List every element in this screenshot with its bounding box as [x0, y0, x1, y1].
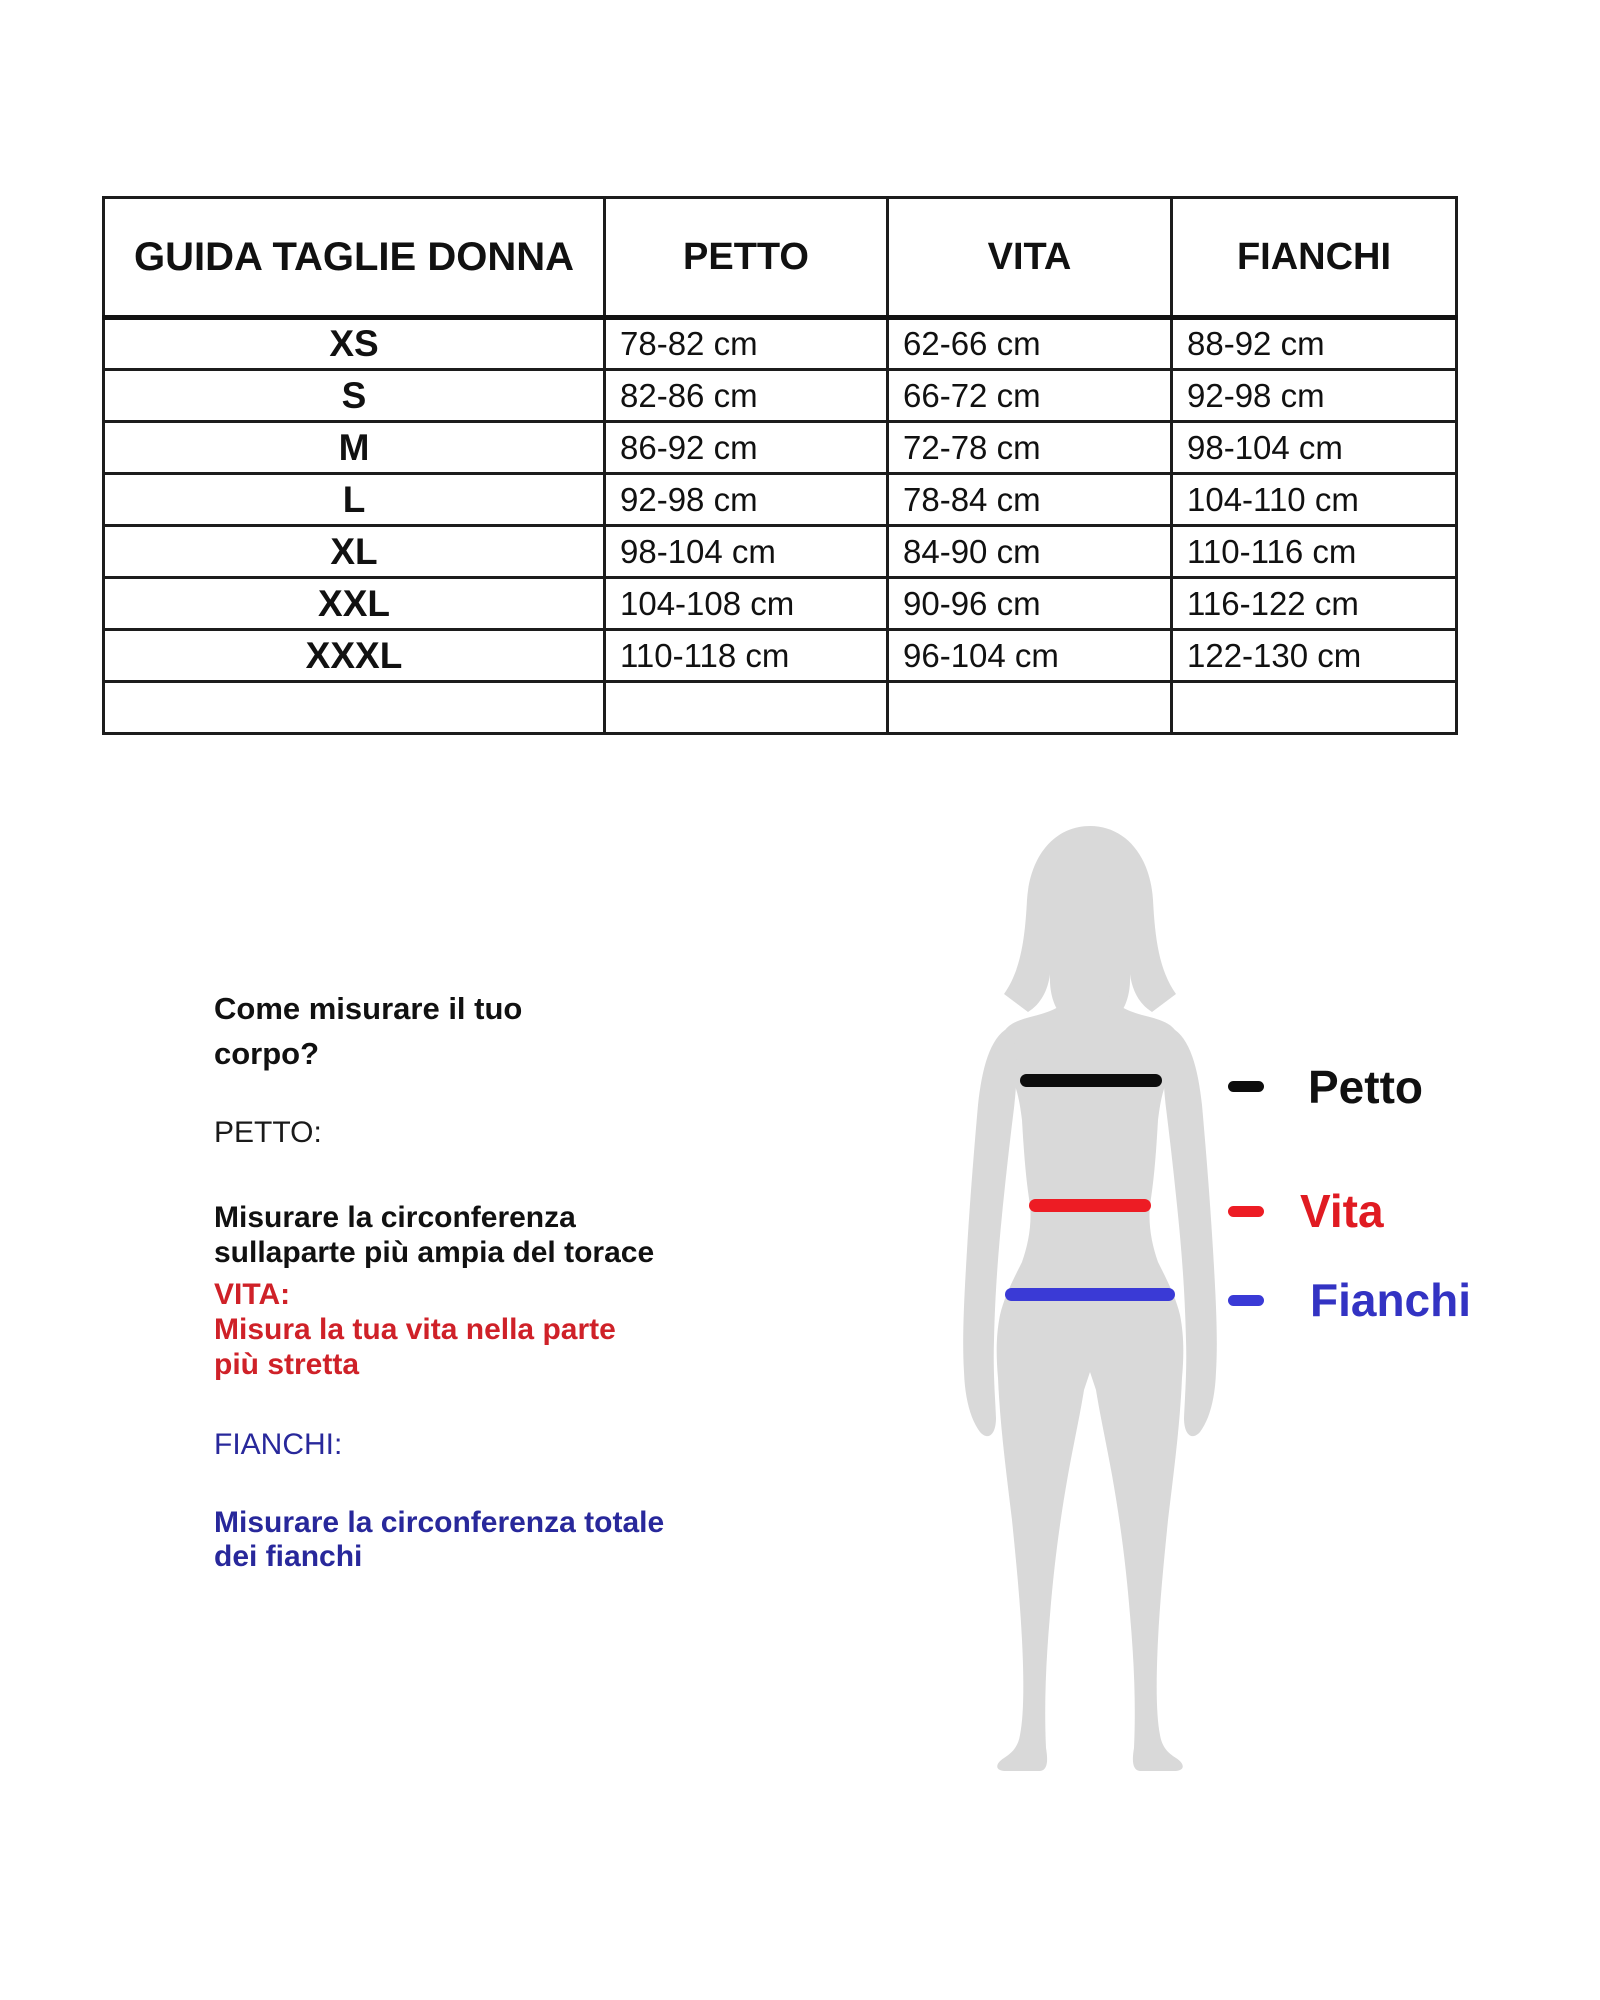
petto-legend-dash	[1228, 1081, 1264, 1092]
fianchi-heading: FIANCHI:	[214, 1428, 343, 1461]
table-row-s	[104, 370, 1457, 422]
fianchi-legend-label: Fianchi	[1310, 1274, 1472, 1326]
petto-description-line: sullaparte più ampia del torace	[214, 1236, 655, 1269]
vita-value: 78-84 cm	[888, 474, 1172, 526]
how-to-measure-title	[214, 986, 522, 1076]
chest-measure-line	[1020, 1074, 1162, 1087]
header-cell-guide: GUIDA TAGLIE DONNA	[104, 198, 605, 318]
waist-measure-line	[1029, 1199, 1151, 1212]
table-row-m	[104, 422, 1457, 474]
petto-value: 110-118 cm	[605, 630, 888, 682]
size-label	[104, 682, 605, 734]
vita-value: 72-78 cm	[888, 422, 1172, 474]
header-cell-vita: VITA	[888, 198, 1172, 318]
vita-section	[214, 1277, 616, 1382]
size-label: S	[104, 370, 605, 422]
vita-description-line: Misura la tua vita nella parte	[214, 1313, 616, 1346]
fianchi-value: 110-116 cm	[1172, 526, 1457, 578]
size-table-container	[102, 196, 1458, 735]
vita-legend-label: Vita	[1300, 1185, 1384, 1237]
fianchi-value: 98-104 cm	[1172, 422, 1457, 474]
size-label: XXL	[104, 578, 605, 630]
table-row-empty	[104, 682, 1457, 734]
fianchi-value: 88-92 cm	[1172, 318, 1457, 370]
petto-value: 92-98 cm	[605, 474, 888, 526]
fianchi-value: 122-130 cm	[1172, 630, 1457, 682]
table-row-l	[104, 474, 1457, 526]
petto-legend-label: Petto	[1308, 1061, 1423, 1113]
vita-value: 66-72 cm	[888, 370, 1172, 422]
fianchi-value: 92-98 cm	[1172, 370, 1457, 422]
vita-legend-dash	[1228, 1206, 1264, 1217]
vita-value: 96-104 cm	[888, 630, 1172, 682]
title-line: Come misurare il tuo	[214, 991, 523, 1026]
vita-value: 62-66 cm	[888, 318, 1172, 370]
petto-value: 82-86 cm	[605, 370, 888, 422]
petto-value: 104-108 cm	[605, 578, 888, 630]
fianchi-description-line: Misurare la circonferenza totale	[214, 1506, 665, 1539]
size-guide-table	[102, 196, 1458, 735]
fianchi-value: 116-122 cm	[1172, 578, 1457, 630]
title-line: corpo?	[214, 1036, 320, 1071]
female-body-silhouette	[938, 820, 1260, 1778]
size-label: M	[104, 422, 605, 474]
fianchi-value	[1172, 682, 1457, 734]
petto-value: 98-104 cm	[605, 526, 888, 578]
table-row-xxl	[104, 578, 1457, 630]
vita-value	[888, 682, 1172, 734]
table-row-xl	[104, 526, 1457, 578]
fianchi-description	[214, 1506, 664, 1574]
size-label: L	[104, 474, 605, 526]
vita-value: 84-90 cm	[888, 526, 1172, 578]
petto-description-line: Misurare la circonferenza	[214, 1201, 576, 1234]
petto-description	[214, 1200, 654, 1270]
table-header-row	[104, 198, 1457, 318]
fianchi-description-line: dei fianchi	[214, 1540, 363, 1573]
petto-value	[605, 682, 888, 734]
petto-value: 78-82 cm	[605, 318, 888, 370]
table-row-xs	[104, 318, 1457, 370]
header-cell-petto: PETTO	[605, 198, 888, 318]
petto-value: 86-92 cm	[605, 422, 888, 474]
size-label: XS	[104, 318, 605, 370]
table-row-xxxl	[104, 630, 1457, 682]
vita-description-line: più stretta	[214, 1348, 360, 1381]
vita-value: 90-96 cm	[888, 578, 1172, 630]
header-cell-fianchi: FIANCHI	[1172, 198, 1457, 318]
petto-heading: PETTO:	[214, 1116, 322, 1149]
size-label: XXXL	[104, 630, 605, 682]
vita-heading: VITA:	[214, 1278, 291, 1311]
size-label: XL	[104, 526, 605, 578]
hips-measure-line	[1005, 1288, 1175, 1301]
fianchi-legend-dash	[1228, 1295, 1264, 1306]
fianchi-value: 104-110 cm	[1172, 474, 1457, 526]
